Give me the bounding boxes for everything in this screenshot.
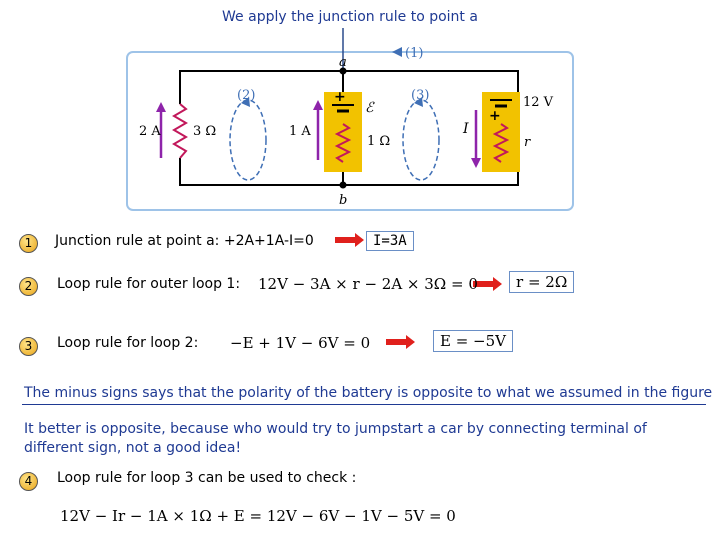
node-a-label: a [339, 55, 347, 70]
page-title: We apply the junction rule to point a [222, 9, 478, 25]
step-1-number: 1 [19, 234, 38, 253]
step-2-number: 2 [19, 277, 38, 296]
step-1-text: Junction rule at point a: +2A+1A-I=0 [55, 233, 314, 249]
arrow-step1 [335, 233, 364, 247]
middle-plus-sign: + [334, 89, 346, 105]
step-3-result: E = −5V [433, 330, 513, 352]
middle-current-label: 1 A [289, 124, 311, 139]
loop1-label: (1) [405, 46, 424, 61]
step-4-equation: 12V − Ir − 1A × 1Ω + E = 12V − 6V − 1V − 5V = 0 [60, 507, 456, 525]
note-minus-signs: The minus signs says that the polarity of the battery is opposite to what we assumed in the figure [24, 385, 713, 401]
note-opposite: It better is opposite, because who would try to jumpstart a car by connecting terminal of different sign, not a good idea! [24, 421, 647, 456]
step-2-result: r = 2Ω [509, 271, 574, 293]
right-emf-label: 12 V [523, 95, 554, 110]
step-3-number: 3 [19, 337, 38, 356]
loop2-label: (2) [237, 88, 256, 103]
node-b-label: b [339, 193, 348, 208]
left-resistor-label: 3 Ω [193, 124, 217, 139]
step-2-text: Loop rule for outer loop 1: [57, 276, 241, 292]
step-3-equation: −E + 1V − 6V = 0 [230, 334, 371, 352]
left-current-label: 2 A [139, 124, 161, 139]
node-b-dot [340, 182, 347, 189]
arrow-step3 [386, 335, 415, 349]
step-3-text: Loop rule for loop 2: [57, 335, 199, 351]
right-current-label: I [463, 121, 469, 137]
loop1-arrow [392, 47, 402, 57]
circuit-diagram [0, 0, 720, 220]
step-2-equation: 12V − 3A × r − 2A × 3Ω = 0 [258, 275, 478, 293]
right-plus-sign: + [489, 108, 501, 124]
middle-emf-label: ℰ [365, 100, 374, 116]
loop3-ellipse [403, 100, 439, 180]
divider [22, 404, 706, 405]
right-resistor-label: r [524, 135, 531, 150]
step-4-text: Loop rule for loop 3 can be used to check : [57, 470, 357, 486]
middle-resistor-label: 1 Ω [367, 134, 391, 149]
loop3-label: (3) [411, 88, 430, 103]
step-1-result: I=3A [366, 231, 414, 251]
loop2-ellipse [230, 100, 266, 180]
step-4-number: 4 [19, 472, 38, 491]
